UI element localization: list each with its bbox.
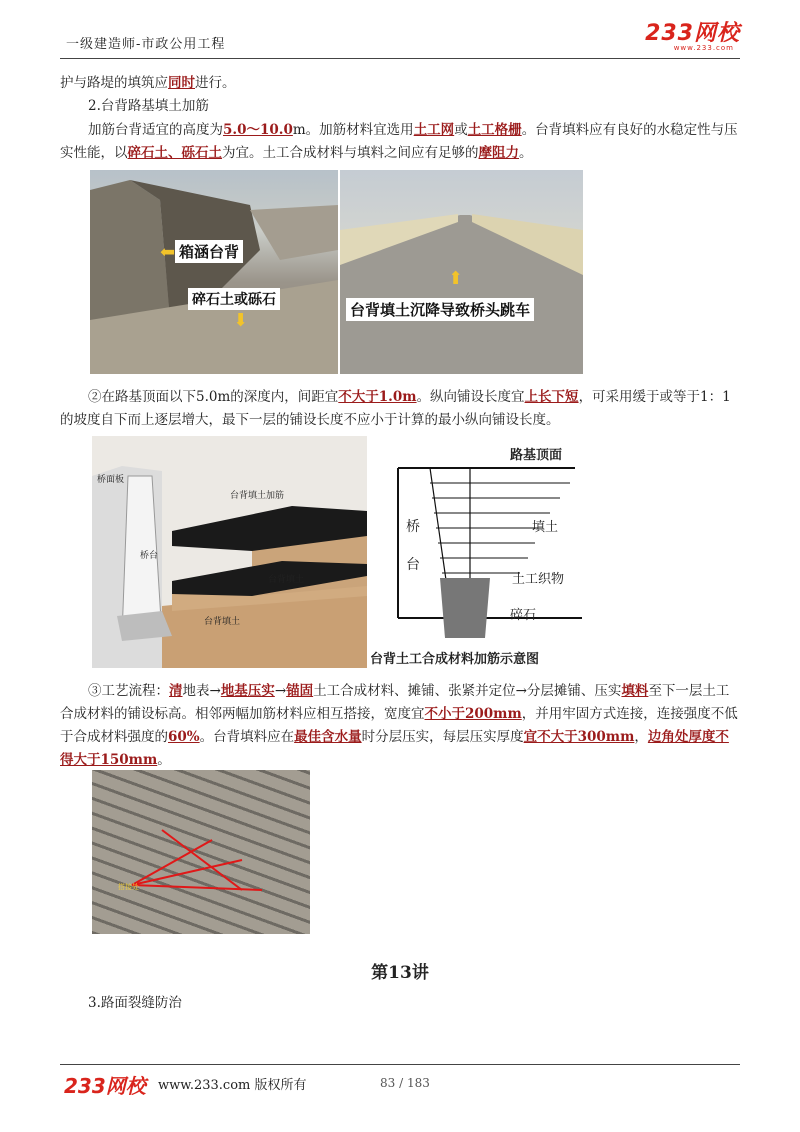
lecture-title: 第13讲	[371, 963, 429, 983]
diagram-caption: 台背土工合成材料加筋示意图	[370, 652, 540, 667]
label-culvert-back: 箱涵台背	[175, 240, 243, 263]
label-grid: 台背填土加筋	[230, 491, 285, 501]
footer-copyright: www.233.com 版权所有	[158, 1078, 307, 1093]
section-heading-cracks: 3.路面裂缝防治	[88, 995, 182, 1011]
label-geotextile: 土工织物	[512, 572, 565, 587]
page-number: 83 / 183	[380, 1076, 430, 1090]
paragraph-process: ③工艺流程：清地表→地基压实→锚固土工合成材料、摊铺、张紧并定位→分层摊铺、压实填料至下一层土工合成材料的铺设标高。相邻两幅加筋材料应相互搭接，宽度宜不小于200mm，并用牢固方式连接，连接强度不低于合成材料强度的60%。台背填料应在最佳含水量时分层压实，每层压实厚度宜不大于300mm，边角处厚度不得大于150mm。	[60, 683, 738, 768]
arrow-up-icon: ⬆	[448, 268, 464, 289]
footer-logo[interactable]: 233网校	[64, 1074, 146, 1098]
diagram-2d-schematic	[370, 438, 582, 670]
label-bridge-1: 桥	[406, 519, 420, 535]
section-heading: 2.台背路基填土加筋	[88, 98, 209, 114]
footer-rule	[60, 1064, 740, 1065]
label-deck: 桥面板	[97, 475, 125, 485]
arrow-down-icon: ⬇	[233, 310, 249, 331]
label-overlap: 搭接处	[118, 883, 139, 891]
label-settlement: 台背填土沉降导致桥头跳车	[346, 298, 534, 321]
header-title: 一级建造师-市政公用工程	[66, 37, 226, 52]
label-fill-upper: 台背填土	[268, 575, 305, 585]
label-bridge-2: 台	[406, 557, 420, 573]
logo-url: www.233.com	[673, 44, 734, 52]
photo-geogrid-laying	[92, 770, 310, 934]
logo-text: 233网校	[645, 21, 740, 46]
page-header	[60, 22, 740, 58]
paragraph-reinforcement: 加筋台背适宜的高度为5.0～10.0m。加筋材料宜选用土工网或土工格栅。台背填料应有良好的水稳定性与压实性能，以碎石土、砾石土为宜。土工合成材料与填料之间应有足够的摩阻力。	[60, 122, 738, 161]
label-road-top: 路基顶面	[510, 448, 563, 463]
brand-logo[interactable]	[645, 22, 740, 52]
arrow-left-icon: ⬅	[160, 242, 176, 263]
label-gravel-fill: 碎石土或砾石	[188, 288, 280, 310]
label-fill-lower: 台背填土	[204, 617, 241, 627]
paragraph-spacing: ②在路基顶面以下5.0m的深度内，间距宜不大于1.0m。纵向铺设长度宜上长下短，可采用缓于或等于1：1的坡度自下而上逐层增大，最下一层的铺设长度不应小于计算的最小纵向铺设长度。	[60, 389, 731, 428]
label-crushed-stone: 碎石	[510, 608, 537, 623]
photo-culvert-backfill	[90, 170, 338, 374]
label-abutment: 桥台	[140, 551, 159, 561]
paragraph-continuation: 护与路堤的填筑应同时进行。	[60, 75, 236, 91]
photo-bridge-approach	[340, 170, 583, 374]
label-fill: 填土	[532, 520, 559, 535]
diagram-3d-reinforcement	[92, 436, 367, 668]
header-rule	[60, 58, 740, 59]
